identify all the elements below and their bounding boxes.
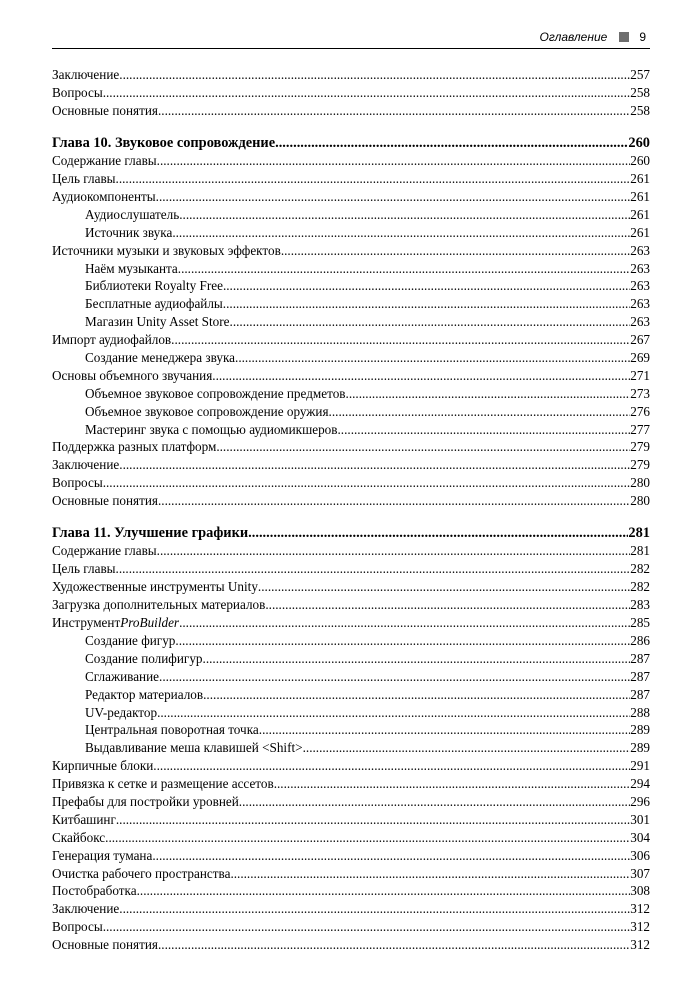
toc-entry-title: Объемное звуковое сопровождение предметов <box>85 385 346 401</box>
toc-entry <box>52 596 650 614</box>
toc-chapter-heading <box>52 524 650 543</box>
toc-entry-page: 282 <box>630 561 650 577</box>
toc-entry-title: Импорт аудиофайлов <box>52 332 172 348</box>
dot-leader <box>203 686 630 704</box>
toc-entry <box>52 170 650 188</box>
toc-entry <box>52 313 650 331</box>
toc-entry <box>52 242 650 260</box>
toc-entry-title: Префабы для постройки уровней <box>52 793 239 809</box>
dot-leader <box>158 102 630 120</box>
toc-entry <box>52 829 650 847</box>
toc-entry-page: 285 <box>630 615 650 631</box>
toc-entry-page: 277 <box>630 421 650 437</box>
toc-entry-page: 263 <box>630 242 650 258</box>
toc-entry <box>52 686 650 704</box>
toc-entry-page: 291 <box>630 758 650 774</box>
toc-entry-page: 283 <box>630 597 650 613</box>
toc-entry-title: Художественные инструменты Unity <box>52 579 258 595</box>
toc-chapter-heading <box>52 134 650 153</box>
toc-entry-page: 280 <box>630 493 650 509</box>
toc-entry-page: 261 <box>630 171 650 187</box>
toc-entry-title: Генерация тумана <box>52 847 153 863</box>
dot-leader <box>157 542 631 560</box>
toc-entry <box>52 847 650 865</box>
toc-entry-page: 312 <box>630 919 650 935</box>
toc-entry-page: 307 <box>630 865 650 881</box>
toc-entry-title: Создание полифигур <box>85 650 203 666</box>
toc-entry-title: Основные понятия <box>52 493 158 509</box>
toc-entry-page: 312 <box>630 937 650 953</box>
dot-leader <box>303 739 631 757</box>
toc-entry-title: Сглаживание <box>85 668 160 684</box>
toc-entry-title: Редактор материалов <box>85 686 204 702</box>
toc-entry-title: Бесплатные аудиофайлы <box>85 296 223 312</box>
toc-entry <box>52 385 650 403</box>
toc-entry <box>52 421 650 439</box>
toc-entry <box>52 102 650 120</box>
toc-entry-title: Инструмент <box>52 615 121 631</box>
toc-entry-title: Источник звука <box>85 224 173 240</box>
dot-leader <box>338 421 631 439</box>
toc-entry <box>52 704 650 722</box>
dot-leader <box>137 882 631 900</box>
toc-entry-title: Выдавливание меша клавишей <Shift> <box>85 740 303 756</box>
toc-entry-title: Вопросы <box>52 84 103 100</box>
dot-leader <box>158 492 630 510</box>
toc-entry <box>52 152 650 170</box>
toc-entry-title: Поддержка разных платформ <box>52 439 217 455</box>
toc-entry-title: Основные понятия <box>52 937 158 953</box>
toc-entry <box>52 900 650 918</box>
dot-leader <box>265 596 630 614</box>
table-of-contents <box>52 66 650 954</box>
toc-entry-title: Основы объемного звучания <box>52 367 213 383</box>
toc-entry-page: 282 <box>630 579 650 595</box>
dot-leader <box>116 811 630 829</box>
toc-entry-page: 263 <box>630 314 650 330</box>
toc-entry <box>52 614 650 632</box>
toc-entry-title: UV-редактор <box>85 704 158 720</box>
header-right <box>539 30 646 44</box>
toc-entry-page: 261 <box>630 188 650 204</box>
toc-entry-page: 269 <box>630 349 650 365</box>
toc-entry <box>52 295 650 313</box>
toc-entry-page: 260 <box>630 153 650 169</box>
toc-entry-title: Объемное звуковое сопровождение оружия <box>85 403 329 419</box>
toc-entry-page: 281 <box>630 543 650 559</box>
toc-entry-page: 260 <box>628 134 650 151</box>
toc-entry-page: 263 <box>630 278 650 294</box>
dot-leader <box>153 757 630 775</box>
dot-leader <box>275 134 628 153</box>
toc-entry <box>52 277 650 295</box>
header-square-icon <box>619 32 629 42</box>
toc-entry <box>52 349 650 367</box>
dot-leader <box>223 277 630 295</box>
dot-leader <box>172 224 630 242</box>
toc-entry-page: 308 <box>630 883 650 899</box>
dot-leader <box>329 403 631 421</box>
toc-entry-page: 271 <box>630 367 650 383</box>
toc-entry-title: Привязка к сетке и размещение ассетов <box>52 776 274 792</box>
toc-entry-title: Заключение <box>52 67 120 82</box>
toc-entry-page: 294 <box>630 776 650 792</box>
toc-entry-title: Китбашинг <box>52 811 116 827</box>
toc-entry <box>52 578 650 596</box>
toc-entry-page: 273 <box>630 385 650 401</box>
toc-entry-title: Глава 11. Улучшение графики <box>52 524 249 541</box>
dot-leader <box>116 170 631 188</box>
toc-entry-title: Создание менеджера звука <box>85 349 236 365</box>
dot-leader <box>156 188 631 206</box>
toc-entry <box>52 403 650 421</box>
toc-entry-page: 257 <box>630 67 650 82</box>
dot-leader <box>216 438 630 456</box>
toc-entry-title: Цель главы <box>52 561 116 577</box>
dot-leader <box>239 793 630 811</box>
toc-entry <box>52 721 650 739</box>
toc-entry-page: 279 <box>630 457 650 473</box>
toc-entry-page: 289 <box>630 722 650 738</box>
dot-leader <box>178 260 630 278</box>
toc-entry <box>52 650 650 668</box>
toc-entry-title: Основные понятия <box>52 102 158 118</box>
toc-entry-page: 287 <box>630 686 650 702</box>
dot-leader <box>103 918 631 936</box>
toc-entry-title: Глава 10. Звуковое сопровождение <box>52 134 276 151</box>
toc-entry <box>52 632 650 650</box>
toc-entry-page: 258 <box>630 84 650 100</box>
toc-entry-title: Заключение <box>52 901 120 917</box>
toc-entry-title: Центральная поворотная точка <box>85 722 259 738</box>
toc-entry-page: 304 <box>630 829 650 845</box>
toc-entry <box>52 438 650 456</box>
toc-entry-page: 287 <box>630 668 650 684</box>
toc-entry <box>52 865 650 883</box>
dot-leader <box>203 650 631 668</box>
toc-entry-title: Наём музыканта <box>85 260 178 276</box>
dot-leader <box>175 632 630 650</box>
toc-entry-page: 301 <box>630 811 650 827</box>
dot-leader <box>103 84 631 102</box>
toc-entry-title: Источники музыки и звуковых эффектов <box>52 242 281 258</box>
toc-entry-title: Аудиокомпоненты <box>52 188 156 204</box>
dot-leader <box>152 847 630 865</box>
toc-entry <box>52 757 650 775</box>
toc-entry-title: Кирпичные блоки <box>52 758 154 774</box>
toc-entry-page: 288 <box>630 704 650 720</box>
dot-leader <box>212 367 630 385</box>
toc-entry-page: 312 <box>630 901 650 917</box>
dot-leader <box>158 936 630 954</box>
dot-leader <box>230 313 631 331</box>
toc-entry <box>52 542 650 560</box>
toc-entry-title: Заключение <box>52 457 120 473</box>
toc-entry <box>52 66 650 84</box>
dot-leader <box>230 865 630 883</box>
page-number: 9 <box>639 30 646 44</box>
toc-entry-page: 261 <box>630 224 650 240</box>
toc-entry <box>52 793 650 811</box>
dot-leader <box>103 474 631 492</box>
toc-entry-title: Содержание главы <box>52 153 157 169</box>
dot-leader <box>274 775 631 793</box>
dot-leader <box>157 704 630 722</box>
toc-entry <box>52 188 650 206</box>
toc-entry-title: Магазин Unity Asset Store <box>85 314 230 330</box>
toc-entry <box>52 560 650 578</box>
toc-entry-page: 280 <box>630 475 650 491</box>
toc-entry <box>52 811 650 829</box>
toc-entry <box>52 492 650 510</box>
toc-entry-page: 287 <box>630 650 650 666</box>
dot-leader <box>179 206 630 224</box>
dot-leader <box>179 614 630 632</box>
dot-leader <box>119 66 630 84</box>
dot-leader <box>157 152 631 170</box>
dot-leader <box>259 721 630 739</box>
running-header <box>52 28 650 49</box>
toc-entry-page: 263 <box>630 260 650 276</box>
toc-entry <box>52 668 650 686</box>
toc-entry <box>52 936 650 954</box>
toc-entry <box>52 367 650 385</box>
dot-leader <box>171 331 630 349</box>
dot-leader <box>119 456 630 474</box>
toc-entry-title: Аудиослушатель <box>85 206 180 222</box>
toc-entry-title: Цель главы <box>52 171 116 187</box>
toc-entry-page: 296 <box>630 793 650 809</box>
dot-leader <box>281 242 630 260</box>
dot-leader <box>116 560 631 578</box>
toc-entry-page: 263 <box>630 296 650 312</box>
toc-entry <box>52 84 650 102</box>
toc-entry-title-italic: ProBuilder <box>120 615 180 631</box>
toc-entry <box>52 260 650 278</box>
toc-entry <box>52 739 650 757</box>
toc-entry <box>52 775 650 793</box>
toc-entry <box>52 474 650 492</box>
toc-entry <box>52 206 650 224</box>
toc-entry-page: 261 <box>630 206 650 222</box>
toc-entry <box>52 331 650 349</box>
dot-leader <box>223 295 630 313</box>
toc-entry-title: Вопросы <box>52 475 103 491</box>
toc-entry-title: Очистка рабочего пространства <box>52 865 231 881</box>
toc-entry-title: Вопросы <box>52 919 103 935</box>
toc-entry-title: Загрузка дополнительных материалов <box>52 597 266 613</box>
toc-entry <box>52 224 650 242</box>
toc-entry-title: Создание фигур <box>85 632 176 648</box>
dot-leader <box>346 385 631 403</box>
dot-leader <box>159 668 630 686</box>
dot-leader <box>119 900 630 918</box>
toc-entry-page: 258 <box>630 102 650 118</box>
toc-entry-page: 267 <box>630 332 650 348</box>
toc-entry <box>52 882 650 900</box>
toc-entry-title: Скайбокс <box>52 829 106 845</box>
toc-entry-page: 276 <box>630 403 650 419</box>
toc-entry-title: Мастеринг звука с помощью аудиомикшеров <box>85 421 338 437</box>
dot-leader <box>105 829 630 847</box>
header-title: Оглавление <box>539 30 608 44</box>
toc-entry-page: 289 <box>630 740 650 756</box>
toc-entry <box>52 456 650 474</box>
toc-entry-page: 286 <box>630 632 650 648</box>
dot-leader <box>235 349 630 367</box>
dot-leader <box>258 578 630 596</box>
toc-entry-page: 281 <box>628 524 650 541</box>
toc-entry-title: Библиотеки Royalty Free <box>85 278 223 294</box>
toc-entry-title: Постобработка <box>52 883 137 899</box>
toc-entry-page: 306 <box>630 847 650 863</box>
dot-leader <box>248 524 628 543</box>
toc-entry-title: Содержание главы <box>52 543 157 559</box>
toc-entry-page: 279 <box>630 439 650 455</box>
toc-entry <box>52 918 650 936</box>
